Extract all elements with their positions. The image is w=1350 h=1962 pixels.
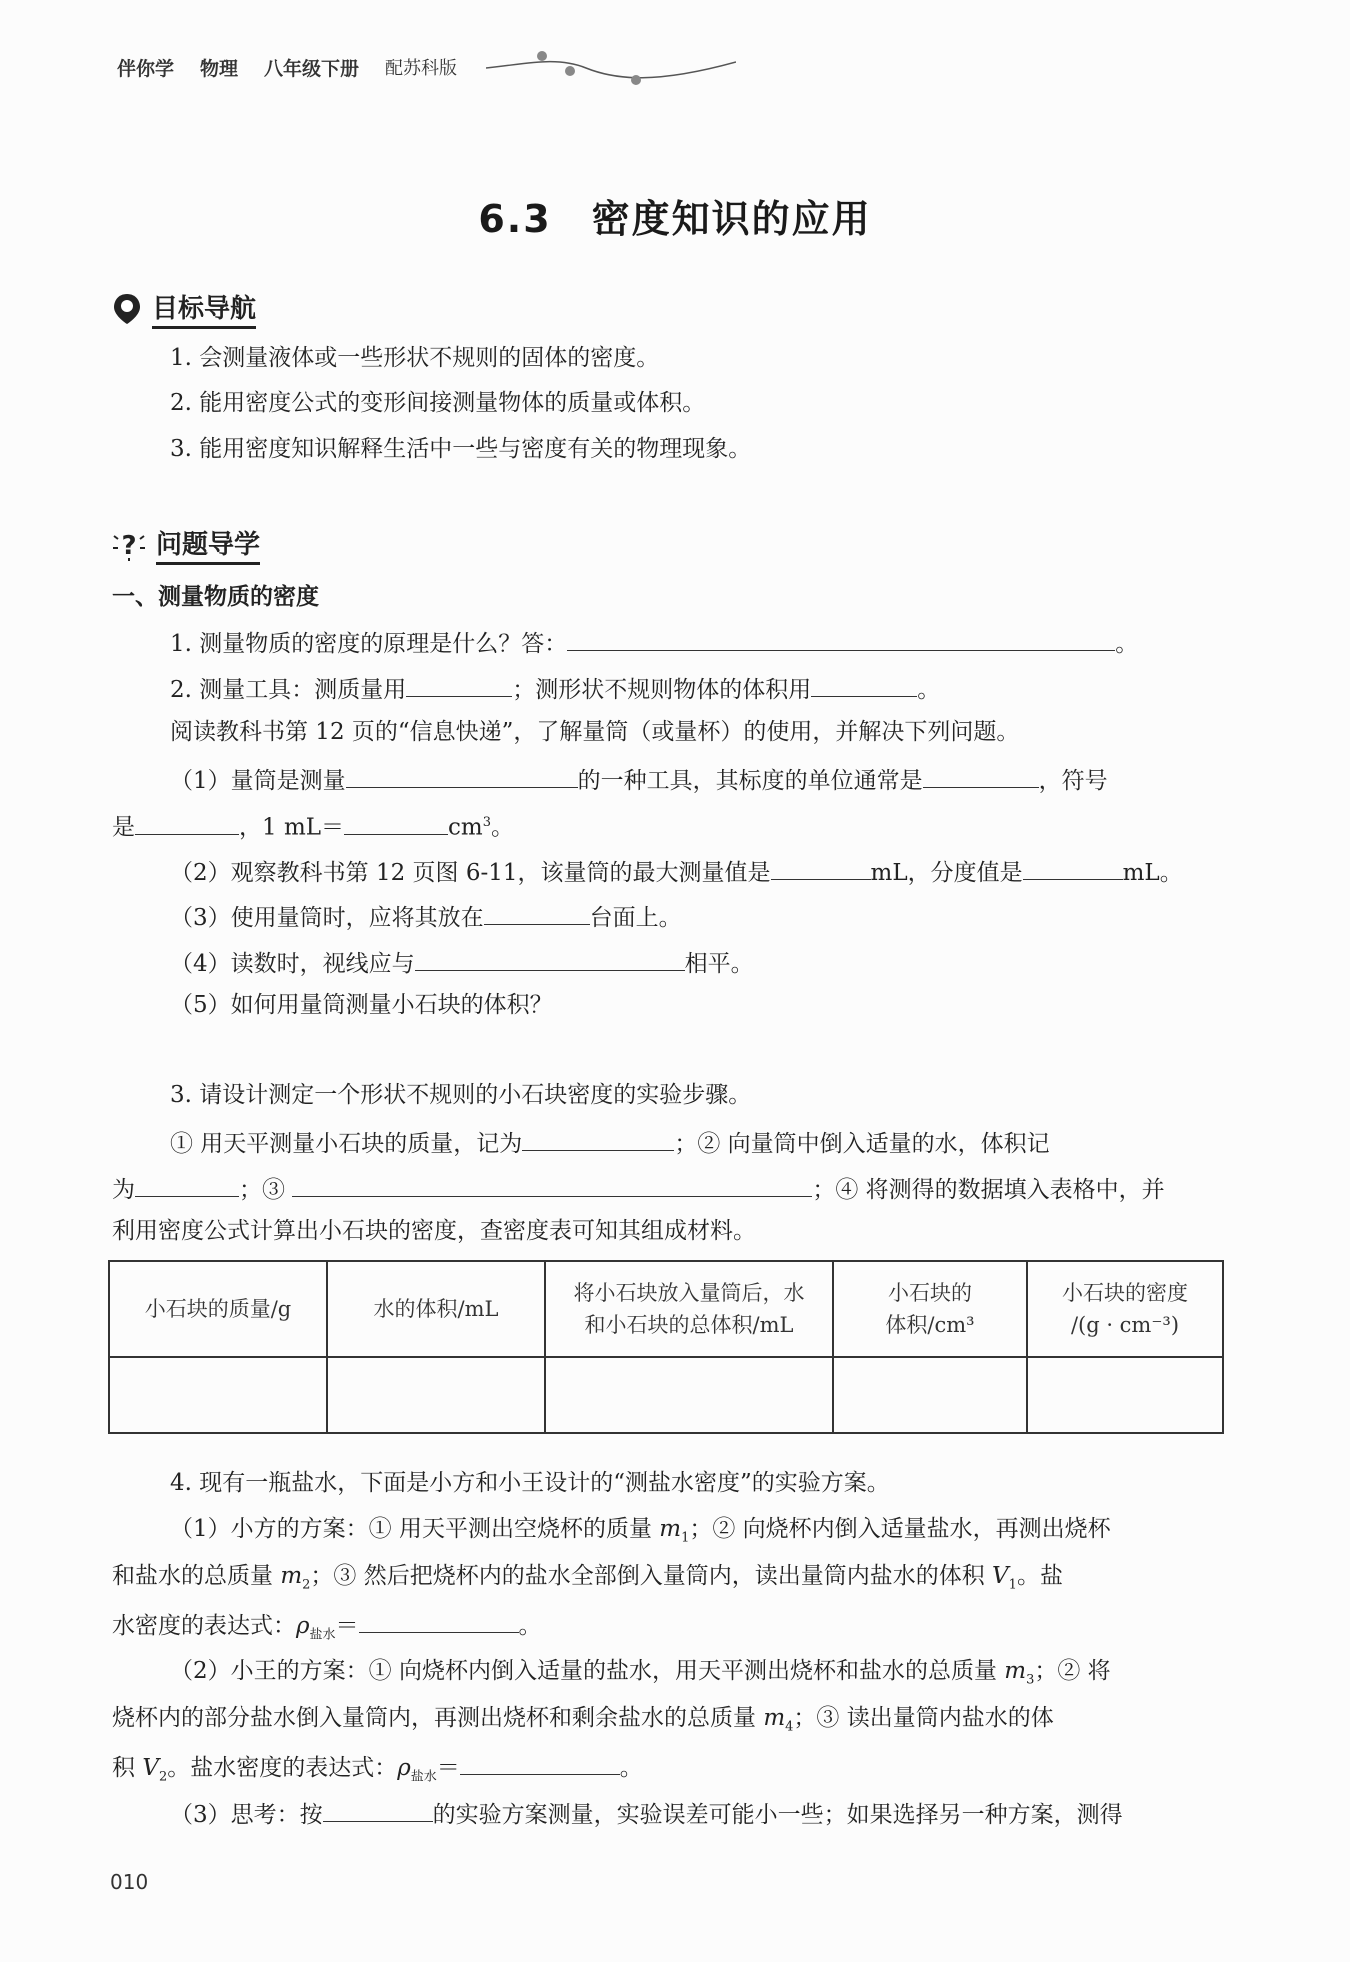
answer-blank[interactable] — [323, 1797, 433, 1822]
subscript: 1 — [681, 1530, 690, 1546]
question-text: （2）小王的方案：① 向烧杯内倒入适量的盐水，用天平测出烧杯和盐水的总质量 — [170, 1658, 1005, 1684]
question-text: 和盐水的总质量 — [112, 1563, 281, 1589]
question-text: 烧杯内的部分盐水倒入量筒内，再测出烧杯和剩余盐水的总质量 — [112, 1705, 764, 1731]
sub-question-2 — [170, 855, 1183, 888]
answer-blank[interactable] — [415, 946, 685, 971]
question-text: ；④ 将测得的数据填入表格中，并 — [812, 1177, 1165, 1203]
subject-name: 物理 — [200, 57, 239, 80]
question-1 — [170, 626, 1138, 659]
question-text: ① 用天平测量小石块的质量，记为 — [170, 1131, 523, 1157]
section-title: 一、测量物质的密度 — [112, 584, 319, 610]
series-name: 伴你学 — [117, 57, 175, 80]
question-text: （2）观察教科书第 12 页图 6-11，该量筒的最大测量值是 — [170, 860, 771, 886]
table-header: 小石块的 体积/cm³ — [833, 1261, 1027, 1357]
question-text: ；③ 然后把烧杯内的盐水全部倒入量筒内，读出量筒内盐水的体积 — [310, 1563, 993, 1589]
answer-blank[interactable] — [359, 1608, 519, 1633]
question-text: 。盐水密度的表达式： — [167, 1755, 398, 1781]
answer-blank[interactable] — [135, 1172, 239, 1197]
question-text: （1）小方的方案：① 用天平测出空烧杯的质量 — [170, 1516, 660, 1542]
question-text: （3）使用量筒时，应将其放在 — [170, 905, 484, 931]
answer-blank[interactable] — [406, 672, 512, 697]
answer-blank[interactable] — [771, 855, 871, 880]
question-text: 1. 测量物质的密度的原理是什么？答： — [170, 631, 568, 657]
answer-blank[interactable] — [346, 763, 578, 788]
symbol: ρ — [397, 1755, 411, 1781]
question-bulb-icon — [112, 528, 146, 562]
question-text: 是 — [112, 814, 135, 841]
question-3-step-b — [112, 1172, 1165, 1205]
answer-blank[interactable] — [1023, 855, 1123, 880]
plan-a-line-2 — [112, 1561, 1063, 1601]
page-number: 010 — [110, 1870, 149, 1894]
lesson-number: 6.3 — [478, 197, 552, 241]
question-text: 水密度的表达式： — [112, 1613, 296, 1639]
sub-question-1 — [170, 763, 1108, 796]
sub-question-3 — [170, 900, 682, 933]
answer-blank[interactable] — [292, 1172, 812, 1197]
question-text: 积 — [112, 1755, 143, 1781]
answer-blank[interactable] — [344, 810, 448, 835]
question-3-step-c: 利用密度公式计算出小石块的密度，查密度表可知其组成材料。 — [112, 1218, 756, 1244]
reading-instruction: 阅读教科书第 12 页的“信息快递”，了解量筒（或量杯）的使用，并解决下列问题。 — [170, 719, 1020, 745]
book-header — [117, 52, 457, 82]
punct: 。 — [1115, 631, 1139, 657]
table-cell[interactable] — [109, 1357, 327, 1433]
question-text: 的实验方案测量，实验误差可能小一些；如果选择另一种方案，测得 — [432, 1802, 1123, 1828]
question-text: ；② 向量筒中倒入适量的水，体积记 — [674, 1131, 1050, 1157]
equals-sign: ＝ — [436, 1755, 460, 1781]
plan-a-line-1 — [170, 1514, 1111, 1554]
question-4: 4. 现有一瓶盐水，下面是小方和小王设计的“测盐水密度”的实验方案。 — [170, 1470, 890, 1496]
question-text: （4）读数时，视线应与 — [170, 951, 415, 977]
sub-question-4 — [170, 946, 754, 979]
table-header: 小石块的质量/g — [109, 1261, 327, 1357]
symbol: m — [763, 1705, 786, 1731]
symbol: m — [280, 1563, 303, 1589]
question-text: （3）思考：按 — [170, 1802, 323, 1828]
answer-blank[interactable] — [135, 810, 239, 835]
question-text: 相平。 — [684, 951, 754, 977]
table-cell[interactable] — [327, 1357, 545, 1433]
punct: 。 — [917, 677, 941, 703]
question-text: 2. 测量工具：测质量用 — [170, 677, 407, 703]
questions-heading — [112, 524, 260, 565]
question-text: 。盐 — [1016, 1563, 1063, 1589]
plan-b-line-2 — [112, 1703, 1054, 1743]
question-3-step-a — [170, 1126, 1050, 1159]
table-header: 将小石块放入量筒后，水 和小石块的总体积/mL — [545, 1261, 833, 1357]
answer-blank[interactable] — [811, 672, 917, 697]
subscript: 3 — [1026, 1672, 1035, 1688]
symbol: m — [659, 1516, 682, 1542]
subscript: 4 — [785, 1719, 794, 1735]
data-table — [108, 1260, 1224, 1434]
table-header: 小石块的密度 /(g · cm⁻³) — [1027, 1261, 1223, 1357]
answer-blank[interactable] — [567, 626, 1115, 651]
subscript: 2 — [302, 1577, 311, 1593]
plan-a-line-3 — [112, 1608, 542, 1651]
subscript: 1 — [1008, 1577, 1017, 1593]
plan-b-line-1 — [170, 1656, 1111, 1696]
question-text: （1）量筒是测量 — [170, 768, 346, 794]
answer-blank[interactable] — [484, 900, 590, 925]
grade-name: 八年级下册 — [264, 57, 360, 80]
question-text: ，1 mL＝ — [239, 814, 345, 841]
lesson-name: 密度知识的应用 — [591, 197, 872, 241]
goals-heading — [112, 288, 256, 329]
sub-question-5: （5）如何用量筒测量小石块的体积？ — [170, 992, 553, 1018]
sub-question-1-cont — [112, 808, 514, 843]
punct: 。 — [491, 814, 515, 841]
question-2 — [170, 672, 940, 705]
table-cell[interactable] — [545, 1357, 833, 1433]
symbol: V — [992, 1563, 1009, 1589]
symbol: m — [1004, 1658, 1027, 1684]
lesson-title — [0, 188, 1350, 243]
question-text: ；② 向烧杯内倒入适量盐水，再测出烧杯 — [689, 1516, 1111, 1542]
plan-reflection — [170, 1797, 1123, 1830]
question-text: ；测形状不规则物体的体积用 — [512, 677, 812, 703]
question-text: mL。 — [1122, 860, 1183, 886]
answer-blank[interactable] — [460, 1750, 620, 1775]
svg-text:?: ? — [121, 530, 137, 561]
question-text: mL，分度值是 — [870, 860, 1023, 886]
question-text: 为 — [112, 1177, 135, 1203]
goal-item: 1. 会测量液体或一些形状不规则的固体的密度。 — [170, 345, 660, 371]
subscript: 2 — [158, 1769, 168, 1785]
question-text: ；② 将 — [1034, 1658, 1111, 1684]
subscript: 盐水 — [410, 1769, 437, 1785]
plan-b-line-3 — [112, 1750, 643, 1793]
goal-item: 3. 能用密度知识解释生活中一些与密度有关的物理现象。 — [170, 436, 752, 462]
symbol: V — [142, 1755, 159, 1781]
table-header-row — [109, 1261, 1223, 1357]
punct: 。 — [619, 1755, 643, 1781]
table-row — [109, 1357, 1223, 1433]
question-text: ，符号 — [1038, 768, 1108, 794]
punct: 。 — [518, 1613, 542, 1639]
questions-heading-label: 问题导学 — [156, 524, 260, 565]
header-decoration-icon — [486, 46, 736, 86]
answer-blank[interactable] — [923, 763, 1039, 788]
question-text: 台面上。 — [589, 905, 682, 931]
question-text: ；③ — [239, 1177, 285, 1203]
question-text: 的一种工具，其标度的单位通常是 — [577, 768, 923, 794]
question-3: 3. 请设计测定一个形状不规则的小石块密度的实验步骤。 — [170, 1082, 752, 1108]
location-pin-icon — [112, 292, 142, 326]
edition-name: 配苏科版 — [385, 58, 458, 79]
unit-exponent: 3 — [482, 815, 492, 830]
goal-item: 2. 能用密度公式的变形间接测量物体的质量或体积。 — [170, 390, 706, 416]
goals-heading-label: 目标导航 — [152, 288, 256, 329]
equals-sign: ＝ — [335, 1613, 359, 1639]
table-header: 水的体积/mL — [327, 1261, 545, 1357]
symbol: ρ — [296, 1613, 310, 1639]
table-cell[interactable] — [1027, 1357, 1223, 1433]
table-cell[interactable] — [833, 1357, 1027, 1433]
question-text: ；③ 读出量筒内盐水的体 — [793, 1705, 1054, 1731]
subscript: 盐水 — [309, 1627, 336, 1643]
answer-blank[interactable] — [522, 1126, 674, 1151]
unit-text: cm — [448, 814, 483, 841]
